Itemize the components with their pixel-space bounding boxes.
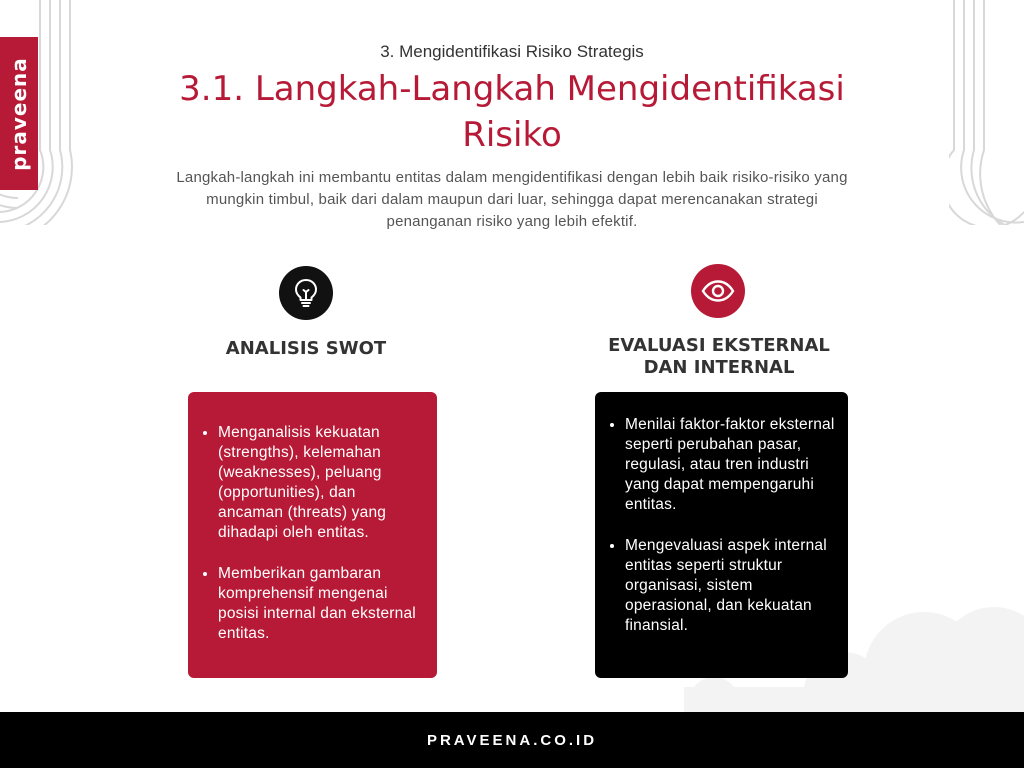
footer-bar [0, 712, 1024, 768]
swot-list [200, 422, 423, 644]
list-item: • Memberikan gambaran komprehensif mengenai posisi internal dan eksternal entitas. [218, 563, 423, 644]
brand-logo-text: praveena [7, 56, 32, 171]
list-item: • Mengevaluasi aspek internal entitas seperti struktur organisasi, sistem operasional, dan kekuatan finansial. [625, 535, 840, 636]
section-subtitle: 3. Mengidentifikasi Risiko Strategis [380, 42, 644, 61]
page-title: 3.1. Langkah-Langkah Mengidentifikasi Risiko [179, 69, 845, 155]
evaluation-heading: EVALUASI EKSTERNAL DAN INTERNAL [608, 335, 830, 378]
eye-icon [691, 264, 745, 318]
list-item: • Menilai faktor-faktor eksternal seperti perubahan pasar, regulasi, atau tren industri yang dapat mempengaruhi entitas. [625, 414, 840, 515]
lightbulb-icon [279, 266, 333, 320]
swot-card [188, 392, 437, 678]
swot-heading: ANALISIS SWOT [225, 338, 387, 359]
list-item: • Menganalisis kekuatan (strengths), kelemahan (weaknesses), peluang (opportunities), dan ancaman (threats) yang dihadapi oleh entitas. [218, 422, 423, 543]
intro-paragraph: Langkah-langkah ini membantu entitas dalam mengidentifikasi dengan lebih baik risiko-risiko yang mungkin timbul, baik dari dalam maupun dari luar, sehingga dapat merencanakan strategi penanganan risiko yang lebih efektif. [176, 169, 848, 230]
decorative-arcs-right [949, 0, 1024, 225]
evaluation-list [607, 414, 840, 636]
footer-url[interactable]: PRAVEENA.CO.ID [426, 731, 598, 749]
evaluation-card [595, 392, 848, 678]
